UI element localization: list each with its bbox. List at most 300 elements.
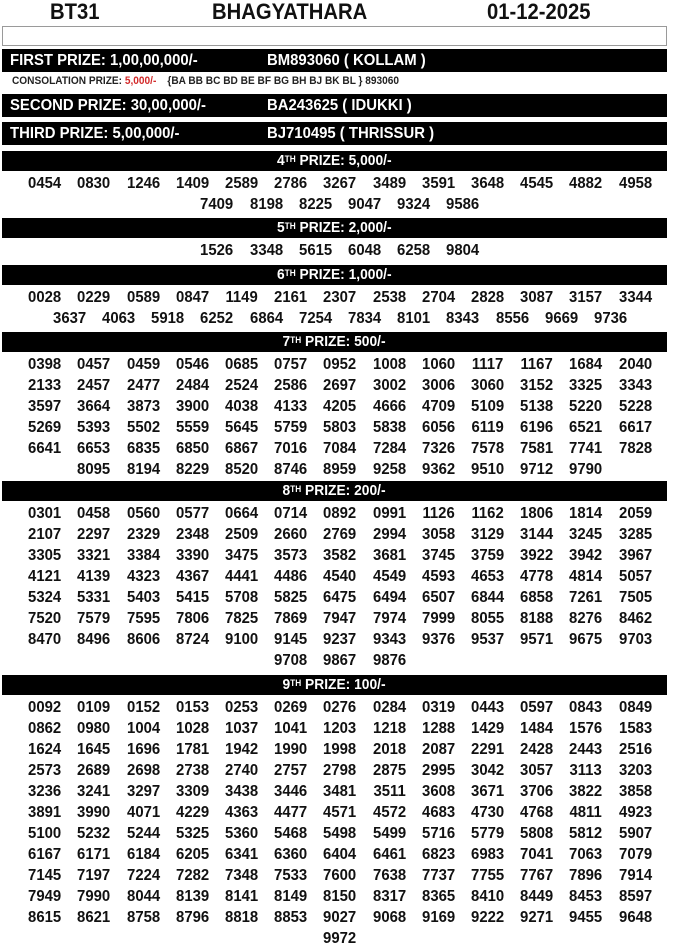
winning-number: 4666 xyxy=(372,398,406,415)
winning-number: 8343 xyxy=(446,310,480,327)
winning-number: 2443 xyxy=(569,741,603,758)
winning-number: 8556 xyxy=(495,310,529,327)
winning-number: 9876 xyxy=(372,652,406,669)
winning-number: 9708 xyxy=(274,652,308,669)
winning-number: 7806 xyxy=(175,610,209,627)
winning-number: 5559 xyxy=(175,419,209,436)
winning-number: 4923 xyxy=(618,804,652,821)
prize-ordinal-suffix: TH xyxy=(284,268,296,278)
winning-number: 1041 xyxy=(274,720,308,737)
winning-number: 4477 xyxy=(274,804,308,821)
winning-number: 7578 xyxy=(471,440,505,457)
winning-number: 3573 xyxy=(274,547,308,564)
winning-number: 6864 xyxy=(249,310,283,327)
winning-number: 9736 xyxy=(593,310,628,327)
winning-number: 1126 xyxy=(422,505,455,522)
prize-numbers-5th xyxy=(20,240,660,261)
prize-ordinal: 4 xyxy=(277,152,285,169)
prize-amount-label: PRIZE: 200/- xyxy=(301,482,387,499)
winning-number: 8044 xyxy=(126,888,160,905)
winning-number: 1218 xyxy=(372,720,406,737)
result-header xyxy=(0,0,675,24)
winning-number: 9669 xyxy=(544,310,578,327)
winning-number: 3759 xyxy=(471,547,505,564)
winning-number: 7990 xyxy=(77,888,111,905)
winning-number: 8818 xyxy=(225,909,259,926)
draw-date: 01-12-2025 xyxy=(487,0,591,24)
winning-number: 5232 xyxy=(77,825,111,842)
winning-number: 7949 xyxy=(28,888,62,905)
winning-number: 0454 xyxy=(28,175,62,192)
first-prize-bar xyxy=(2,49,667,72)
winning-number: 0577 xyxy=(175,505,209,522)
prize-section-header-9th xyxy=(2,675,667,695)
prize-numbers-4th xyxy=(20,173,660,215)
winning-number: 6867 xyxy=(225,440,259,457)
winning-number: 0991 xyxy=(372,505,406,522)
winning-number: 5708 xyxy=(225,589,259,606)
winning-number: 2524 xyxy=(225,377,259,394)
winning-number: 2484 xyxy=(175,377,209,394)
winning-number: 3671 xyxy=(471,783,505,800)
prize-section-header-4th xyxy=(2,151,667,171)
winning-number: 7348 xyxy=(225,867,259,884)
winning-number: 3006 xyxy=(421,377,455,394)
winning-number: 2133 xyxy=(28,377,62,394)
winning-number: 3321 xyxy=(77,547,111,564)
prize-section-header-5th xyxy=(2,218,667,238)
winning-number: 0458 xyxy=(77,505,111,522)
winning-number: 2995 xyxy=(421,762,455,779)
winning-number: 2161 xyxy=(274,289,308,306)
winning-number: 5645 xyxy=(225,419,259,436)
winning-number: 1288 xyxy=(421,720,455,737)
winning-number: 7016 xyxy=(274,440,308,457)
winning-number: 6507 xyxy=(421,589,455,606)
winning-number: 6196 xyxy=(520,419,554,436)
winning-number: 4133 xyxy=(274,398,308,415)
winning-number: 8188 xyxy=(520,610,554,627)
prize-section-header-7th xyxy=(2,332,667,352)
winning-number: 5808 xyxy=(520,825,554,842)
winning-number: 2297 xyxy=(77,526,111,543)
winning-number: 1696 xyxy=(126,741,160,758)
winning-number: 1246 xyxy=(126,175,160,192)
winning-number: 7579 xyxy=(77,610,111,627)
winning-number: 6641 xyxy=(28,440,62,457)
winning-number: 7282 xyxy=(175,867,209,884)
winning-number: 0284 xyxy=(372,699,406,716)
winning-number: 2477 xyxy=(126,377,160,394)
prize-ordinal: 7 xyxy=(282,333,291,350)
winning-number: 2509 xyxy=(225,526,259,543)
winning-number: 3343 xyxy=(618,377,652,394)
winning-number: 4653 xyxy=(471,568,505,585)
winning-number: 8410 xyxy=(471,888,505,905)
winning-number: 0757 xyxy=(274,356,308,373)
winning-number: 5499 xyxy=(372,825,406,842)
winning-number: 4545 xyxy=(520,175,554,192)
winning-number: 3152 xyxy=(520,377,554,394)
prize-numbers-6th xyxy=(20,287,660,329)
winning-number: 1526 xyxy=(200,242,234,259)
winning-number: 8470 xyxy=(28,631,62,648)
winning-number: 5498 xyxy=(323,825,357,842)
winning-number: 6056 xyxy=(421,419,455,436)
winning-number: 4549 xyxy=(372,568,406,585)
winning-number: 2291 xyxy=(471,741,505,758)
winning-number: 9047 xyxy=(348,196,382,213)
winning-number: 2307 xyxy=(323,289,357,306)
winning-number: 4063 xyxy=(102,310,136,327)
winning-number: 2573 xyxy=(28,762,62,779)
winning-number: 3706 xyxy=(520,783,554,800)
winning-number: 5331 xyxy=(77,589,111,606)
winning-number: 2018 xyxy=(372,741,406,758)
winning-number: 6850 xyxy=(175,440,209,457)
winning-number: 5779 xyxy=(471,825,505,842)
winning-number: 3511 xyxy=(373,783,406,800)
winning-number: 8496 xyxy=(77,631,111,648)
winning-number: 8229 xyxy=(175,461,209,478)
winning-number: 1167 xyxy=(520,356,553,373)
winning-number: 9586 xyxy=(446,196,480,213)
prize-amount-label: PRIZE: 2,000/- xyxy=(295,219,392,236)
winning-number: 2786 xyxy=(274,175,308,192)
prize-section-header-6th xyxy=(2,265,667,285)
winning-number: 9343 xyxy=(372,631,406,648)
winning-number: 7595 xyxy=(126,610,160,627)
winning-number: 8101 xyxy=(397,310,431,327)
winning-number: 7581 xyxy=(520,440,554,457)
winning-number: 5415 xyxy=(175,589,209,606)
winning-number: 3058 xyxy=(421,526,455,543)
winning-number: 3129 xyxy=(471,526,505,543)
winning-number: 8141 xyxy=(225,888,259,905)
winning-number: 3144 xyxy=(520,526,554,543)
winning-number: 5220 xyxy=(569,398,603,415)
winning-number: 2660 xyxy=(274,526,308,543)
winning-number: 3681 xyxy=(372,547,406,564)
winning-number: 0714 xyxy=(274,505,308,522)
winning-number: 1576 xyxy=(569,720,603,737)
winning-number: 4593 xyxy=(421,568,455,585)
winning-number: 7767 xyxy=(520,867,554,884)
winning-number: 5468 xyxy=(274,825,308,842)
winning-number: 4367 xyxy=(175,568,209,585)
winning-number: 1409 xyxy=(175,175,209,192)
winning-number: 8095 xyxy=(77,461,111,478)
winning-number: 1484 xyxy=(520,720,554,737)
winning-number: 2757 xyxy=(274,762,308,779)
prize-ordinal: 5 xyxy=(277,219,285,236)
winning-number: 8276 xyxy=(569,610,603,627)
winning-number: 7741 xyxy=(569,440,603,457)
first-prize-ticket: BM893060 ( KOLLAM ) xyxy=(267,52,426,69)
winning-number: 3942 xyxy=(569,547,603,564)
winning-number: 7041 xyxy=(520,846,554,863)
winning-number: 8453 xyxy=(569,888,603,905)
prize-ordinal-suffix: TH xyxy=(284,154,296,164)
winning-number: 2059 xyxy=(618,505,652,522)
winning-number: 4882 xyxy=(569,175,603,192)
winning-number: 4038 xyxy=(225,398,259,415)
winning-number: 3236 xyxy=(28,783,62,800)
winning-number: 5324 xyxy=(28,589,62,606)
winning-number: 2107 xyxy=(28,526,62,543)
winning-number: 5907 xyxy=(618,825,652,842)
winning-number: 8606 xyxy=(126,631,160,648)
winning-number: 3305 xyxy=(28,547,62,564)
winning-number: 3967 xyxy=(618,547,652,564)
consolation-prize-label: CONSOLATION PRIZE: xyxy=(12,75,125,87)
winning-number: 7947 xyxy=(323,610,357,627)
winning-number: 8853 xyxy=(274,909,308,926)
winning-number: 3245 xyxy=(569,526,603,543)
winning-number: 1684 xyxy=(569,356,603,373)
winning-number: 5109 xyxy=(471,398,505,415)
winning-number: 3873 xyxy=(126,398,160,415)
winning-number: 0664 xyxy=(225,505,259,522)
winning-number: 3309 xyxy=(175,783,209,800)
prize-numbers-9th xyxy=(20,697,660,947)
winning-number: 0253 xyxy=(225,699,259,716)
winning-number: 4814 xyxy=(569,568,603,585)
winning-number: 8055 xyxy=(471,610,505,627)
winning-number: 7145 xyxy=(28,867,62,884)
winning-number: 7914 xyxy=(618,867,652,884)
winning-number: 3990 xyxy=(77,804,111,821)
winning-number: 6360 xyxy=(274,846,308,863)
winning-number: 4571 xyxy=(323,804,357,821)
winning-number: 9362 xyxy=(421,461,455,478)
winning-number: 6184 xyxy=(126,846,160,863)
winning-number: 1942 xyxy=(225,741,259,758)
winning-number: 9867 xyxy=(323,652,357,669)
winning-number: 7600 xyxy=(323,867,357,884)
winning-number: 5138 xyxy=(520,398,554,415)
winning-number: 7505 xyxy=(618,589,652,606)
winning-number: 8462 xyxy=(618,610,652,627)
winning-number: 8520 xyxy=(225,461,259,478)
winning-number: 0028 xyxy=(28,289,62,306)
winning-number: 3922 xyxy=(520,547,554,564)
winning-number: 6119 xyxy=(471,419,504,436)
winning-number: 8621 xyxy=(77,909,111,926)
winning-number: 3057 xyxy=(520,762,554,779)
winning-number: 8365 xyxy=(421,888,455,905)
winning-number: 8449 xyxy=(520,888,554,905)
winning-number: 9258 xyxy=(372,461,406,478)
winning-number: 5244 xyxy=(126,825,160,842)
winning-number: 7638 xyxy=(372,867,406,884)
winning-number: 2828 xyxy=(471,289,505,306)
winning-number: 0152 xyxy=(126,699,160,716)
winning-number: 3481 xyxy=(323,783,357,800)
winning-number: 3002 xyxy=(372,377,406,394)
winning-number: 3384 xyxy=(126,547,160,564)
winning-number: 1037 xyxy=(225,720,259,737)
winning-number: 4958 xyxy=(618,175,652,192)
winning-number: 2689 xyxy=(77,762,111,779)
winning-number: 7755 xyxy=(471,867,505,884)
winning-number: 5812 xyxy=(569,825,603,842)
winning-number: 0459 xyxy=(126,356,160,373)
winning-number: 9712 xyxy=(520,461,554,478)
winning-number: 2516 xyxy=(618,741,652,758)
winning-number: 8139 xyxy=(175,888,209,905)
winning-number: 3858 xyxy=(618,783,652,800)
winning-number: 4121 xyxy=(28,568,62,585)
winning-number: 7533 xyxy=(274,867,308,884)
winning-number: 3267 xyxy=(323,175,357,192)
winning-number: 5716 xyxy=(421,825,455,842)
blank-banner-box xyxy=(2,26,667,46)
winning-number: 6048 xyxy=(348,242,382,259)
prize-amount-label: PRIZE: 100/- xyxy=(301,676,387,693)
winning-number: 8149 xyxy=(274,888,308,905)
winning-number: 8758 xyxy=(126,909,160,926)
prize-numbers-7th xyxy=(20,354,660,480)
draw-code: BT31 xyxy=(50,0,100,24)
winning-number: 3489 xyxy=(372,175,406,192)
winning-number: 7326 xyxy=(421,440,455,457)
prize-amount-label: PRIZE: 1,000/- xyxy=(295,266,392,283)
winning-number: 1781 xyxy=(175,741,209,758)
winning-number: 3900 xyxy=(175,398,209,415)
winning-number: 7869 xyxy=(274,610,308,627)
winning-number: 3637 xyxy=(52,310,87,327)
winning-number: 9169 xyxy=(421,909,455,926)
prize-ordinal-suffix: TH xyxy=(290,335,302,345)
winning-number: 1583 xyxy=(618,720,652,737)
winning-number: 6475 xyxy=(323,589,357,606)
winning-number: 2586 xyxy=(274,377,308,394)
winning-number: 4811 xyxy=(569,804,603,821)
winning-number: 9376 xyxy=(421,631,455,648)
second-prize-bar xyxy=(2,94,667,117)
winning-number: 2798 xyxy=(323,762,357,779)
winning-number: 2087 xyxy=(421,741,455,758)
winning-number: 2698 xyxy=(126,762,160,779)
winning-number: 9804 xyxy=(446,242,480,259)
winning-number: 6835 xyxy=(126,440,160,457)
winning-number: 8796 xyxy=(175,909,209,926)
winning-number: 9648 xyxy=(618,909,652,926)
winning-number: 0830 xyxy=(77,175,111,192)
winning-number: 9100 xyxy=(225,631,259,648)
winning-number: 0847 xyxy=(175,289,209,306)
winning-number: 3113 xyxy=(569,762,603,779)
winning-number: 7284 xyxy=(372,440,406,457)
winning-number: 1624 xyxy=(28,741,62,758)
winning-number: 4683 xyxy=(421,804,455,821)
prize-numbers-8th xyxy=(20,503,660,671)
winning-number: 7409 xyxy=(200,196,234,213)
winning-number: 7261 xyxy=(569,589,603,606)
winning-number: 0892 xyxy=(323,505,357,522)
winning-number: 0443 xyxy=(471,699,505,716)
winning-number: 4709 xyxy=(421,398,455,415)
winning-number: 1990 xyxy=(274,741,308,758)
winning-number: 3664 xyxy=(77,398,111,415)
winning-number: 6258 xyxy=(397,242,431,259)
winning-number: 2329 xyxy=(126,526,160,543)
winning-number: 3157 xyxy=(569,289,603,306)
winning-number: 6617 xyxy=(618,419,652,436)
winning-number: 7737 xyxy=(421,867,455,884)
winning-number: 5502 xyxy=(126,419,160,436)
winning-number: 3390 xyxy=(175,547,209,564)
winning-number: 2589 xyxy=(225,175,259,192)
winning-number: 0546 xyxy=(175,356,209,373)
winning-number: 9455 xyxy=(569,909,603,926)
winning-number: 2457 xyxy=(77,377,111,394)
winning-number: 3285 xyxy=(618,526,652,543)
winning-number: 0952 xyxy=(323,356,357,373)
winning-number: 6844 xyxy=(471,589,505,606)
winning-number: 7834 xyxy=(348,310,382,327)
winning-number: 7197 xyxy=(77,867,111,884)
winning-number: 3582 xyxy=(323,547,357,564)
winning-number: 6823 xyxy=(421,846,455,863)
winning-number: 7828 xyxy=(618,440,652,457)
winning-number: 1203 xyxy=(323,720,357,737)
winning-number: 8317 xyxy=(372,888,406,905)
winning-number: 5759 xyxy=(274,419,308,436)
winning-number: 3241 xyxy=(77,783,111,800)
winning-number: 2769 xyxy=(323,526,357,543)
winning-number: 4139 xyxy=(77,568,111,585)
winning-number: 0229 xyxy=(77,289,111,306)
winning-number: 1149 xyxy=(225,289,258,306)
winning-number: 2040 xyxy=(618,356,652,373)
prize-section-header-8th xyxy=(2,481,667,501)
winning-number: 0560 xyxy=(126,505,160,522)
winning-number: 0153 xyxy=(175,699,209,716)
winning-number: 9510 xyxy=(471,461,505,478)
winning-number: 7254 xyxy=(298,310,332,327)
winning-number: 9222 xyxy=(471,909,505,926)
winning-number: 4363 xyxy=(225,804,259,821)
winning-number: 6461 xyxy=(372,846,406,863)
winning-number: 3325 xyxy=(569,377,603,394)
winning-number: 3745 xyxy=(421,547,455,564)
winning-number: 3891 xyxy=(28,804,62,821)
winning-number: 9675 xyxy=(569,631,603,648)
winning-number: 5838 xyxy=(372,419,406,436)
winning-number: 3042 xyxy=(471,762,505,779)
winning-number: 4572 xyxy=(372,804,406,821)
winning-number: 4540 xyxy=(323,568,357,585)
winning-number: 5057 xyxy=(618,568,652,585)
winning-number: 2740 xyxy=(225,762,259,779)
winning-number: 4229 xyxy=(175,804,209,821)
winning-number: 9271 xyxy=(520,909,554,926)
winning-number: 8150 xyxy=(323,888,357,905)
winning-number: 3591 xyxy=(421,175,455,192)
winning-number: 8194 xyxy=(126,461,160,478)
winning-number: 7974 xyxy=(372,610,406,627)
second-prize-ticket: BA243625 ( IDUKKI ) xyxy=(267,97,412,114)
winning-number: 6653 xyxy=(77,440,111,457)
winning-number: 9537 xyxy=(471,631,505,648)
consolation-prize-amount: 5,000/- xyxy=(124,75,157,87)
winning-number: 0685 xyxy=(225,356,259,373)
winning-number: 5100 xyxy=(28,825,62,842)
winning-number: 1117 xyxy=(471,356,504,373)
prize-amount-label: PRIZE: 500/- xyxy=(301,333,387,350)
